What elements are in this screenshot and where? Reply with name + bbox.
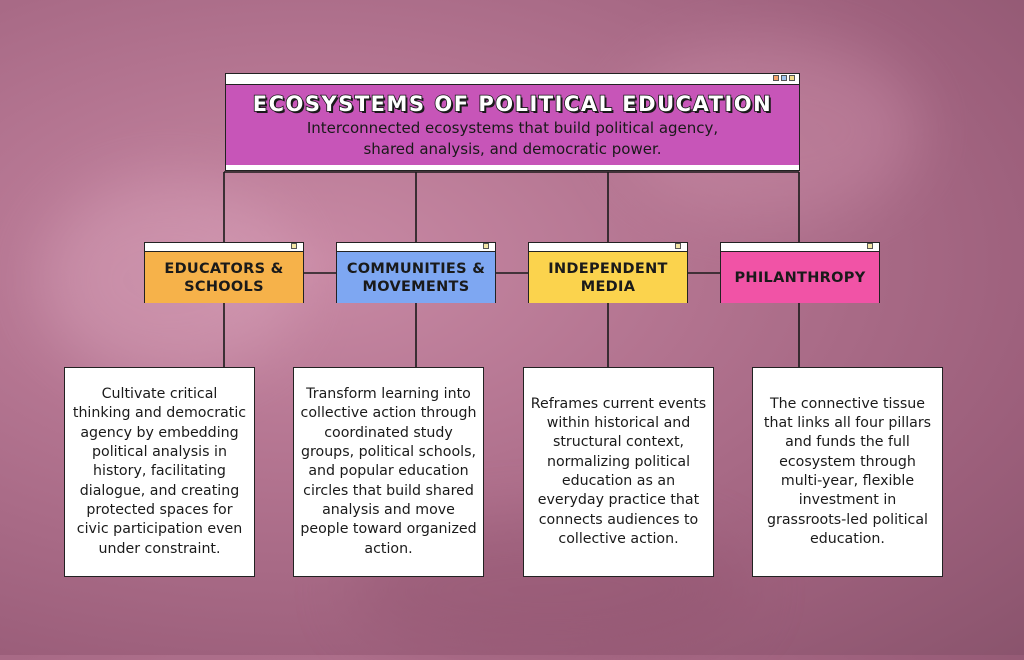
pillar-titlebar — [145, 243, 303, 252]
pillar-independent-media — [528, 242, 688, 303]
window-square-icon — [789, 75, 795, 81]
diagram-subtitle-line1: Interconnected ecosystems that build political agency, — [306, 119, 719, 137]
description-independent-media: Reframes current events within historical and structural context, normalizing political education as an everyday practice that connects audiences to collective action. — [523, 367, 714, 577]
window-square-icon — [675, 243, 681, 249]
diagram-subtitle-line2: shared analysis, and democratic power. — [363, 140, 662, 158]
diagram-title: ECOSYSTEMS OF POLITICAL EDUCATION — [252, 92, 773, 116]
pillar-label-line1: COMMUNITIES & — [346, 260, 486, 277]
pillar-label-line1: INDEPENDENT — [548, 260, 668, 277]
pillar-label-line2: MOVEMENTS — [362, 278, 470, 295]
pillar-label-line2: SCHOOLS — [184, 278, 264, 295]
window-square-icon — [483, 243, 489, 249]
pillar-label — [145, 252, 303, 303]
pillar-titlebar — [529, 243, 687, 252]
window-square-icon — [781, 75, 787, 81]
header-titlebar — [226, 74, 799, 85]
pillar-titlebar — [721, 243, 879, 252]
description-communities-movements: Transform learning into collective action through coordinated study groups, political schools, and popular education circles that build shared analysis and move people toward organized action. — [293, 367, 484, 577]
header-window — [225, 73, 800, 171]
pillar-label-line1: PHILANTHROPY — [734, 269, 866, 286]
pillar-label — [529, 252, 687, 303]
window-square-icon — [867, 243, 873, 249]
pillar-titlebar — [337, 243, 495, 252]
pillar-philanthropy — [720, 242, 880, 303]
pillar-label — [721, 252, 879, 303]
pillar-educators-schools — [144, 242, 304, 303]
window-square-icon — [773, 75, 779, 81]
header-body — [226, 85, 799, 165]
pillar-label-line1: EDUCATORS & — [164, 260, 284, 277]
pillar-communities-movements — [336, 242, 496, 303]
pillar-label — [337, 252, 495, 303]
description-educators-schools: Cultivate critical thinking and democratic agency by embedding political analysis in history, facilitating dialogue, and creating protected spaces for civic participation even under constraint. — [64, 367, 255, 577]
window-square-icon — [291, 243, 297, 249]
description-philanthropy: The connective tissue that links all four pillars and funds the full ecosystem through multi-year, flexible investment in grassroots-led political education. — [752, 367, 943, 577]
pillar-label-line2: MEDIA — [580, 278, 636, 295]
